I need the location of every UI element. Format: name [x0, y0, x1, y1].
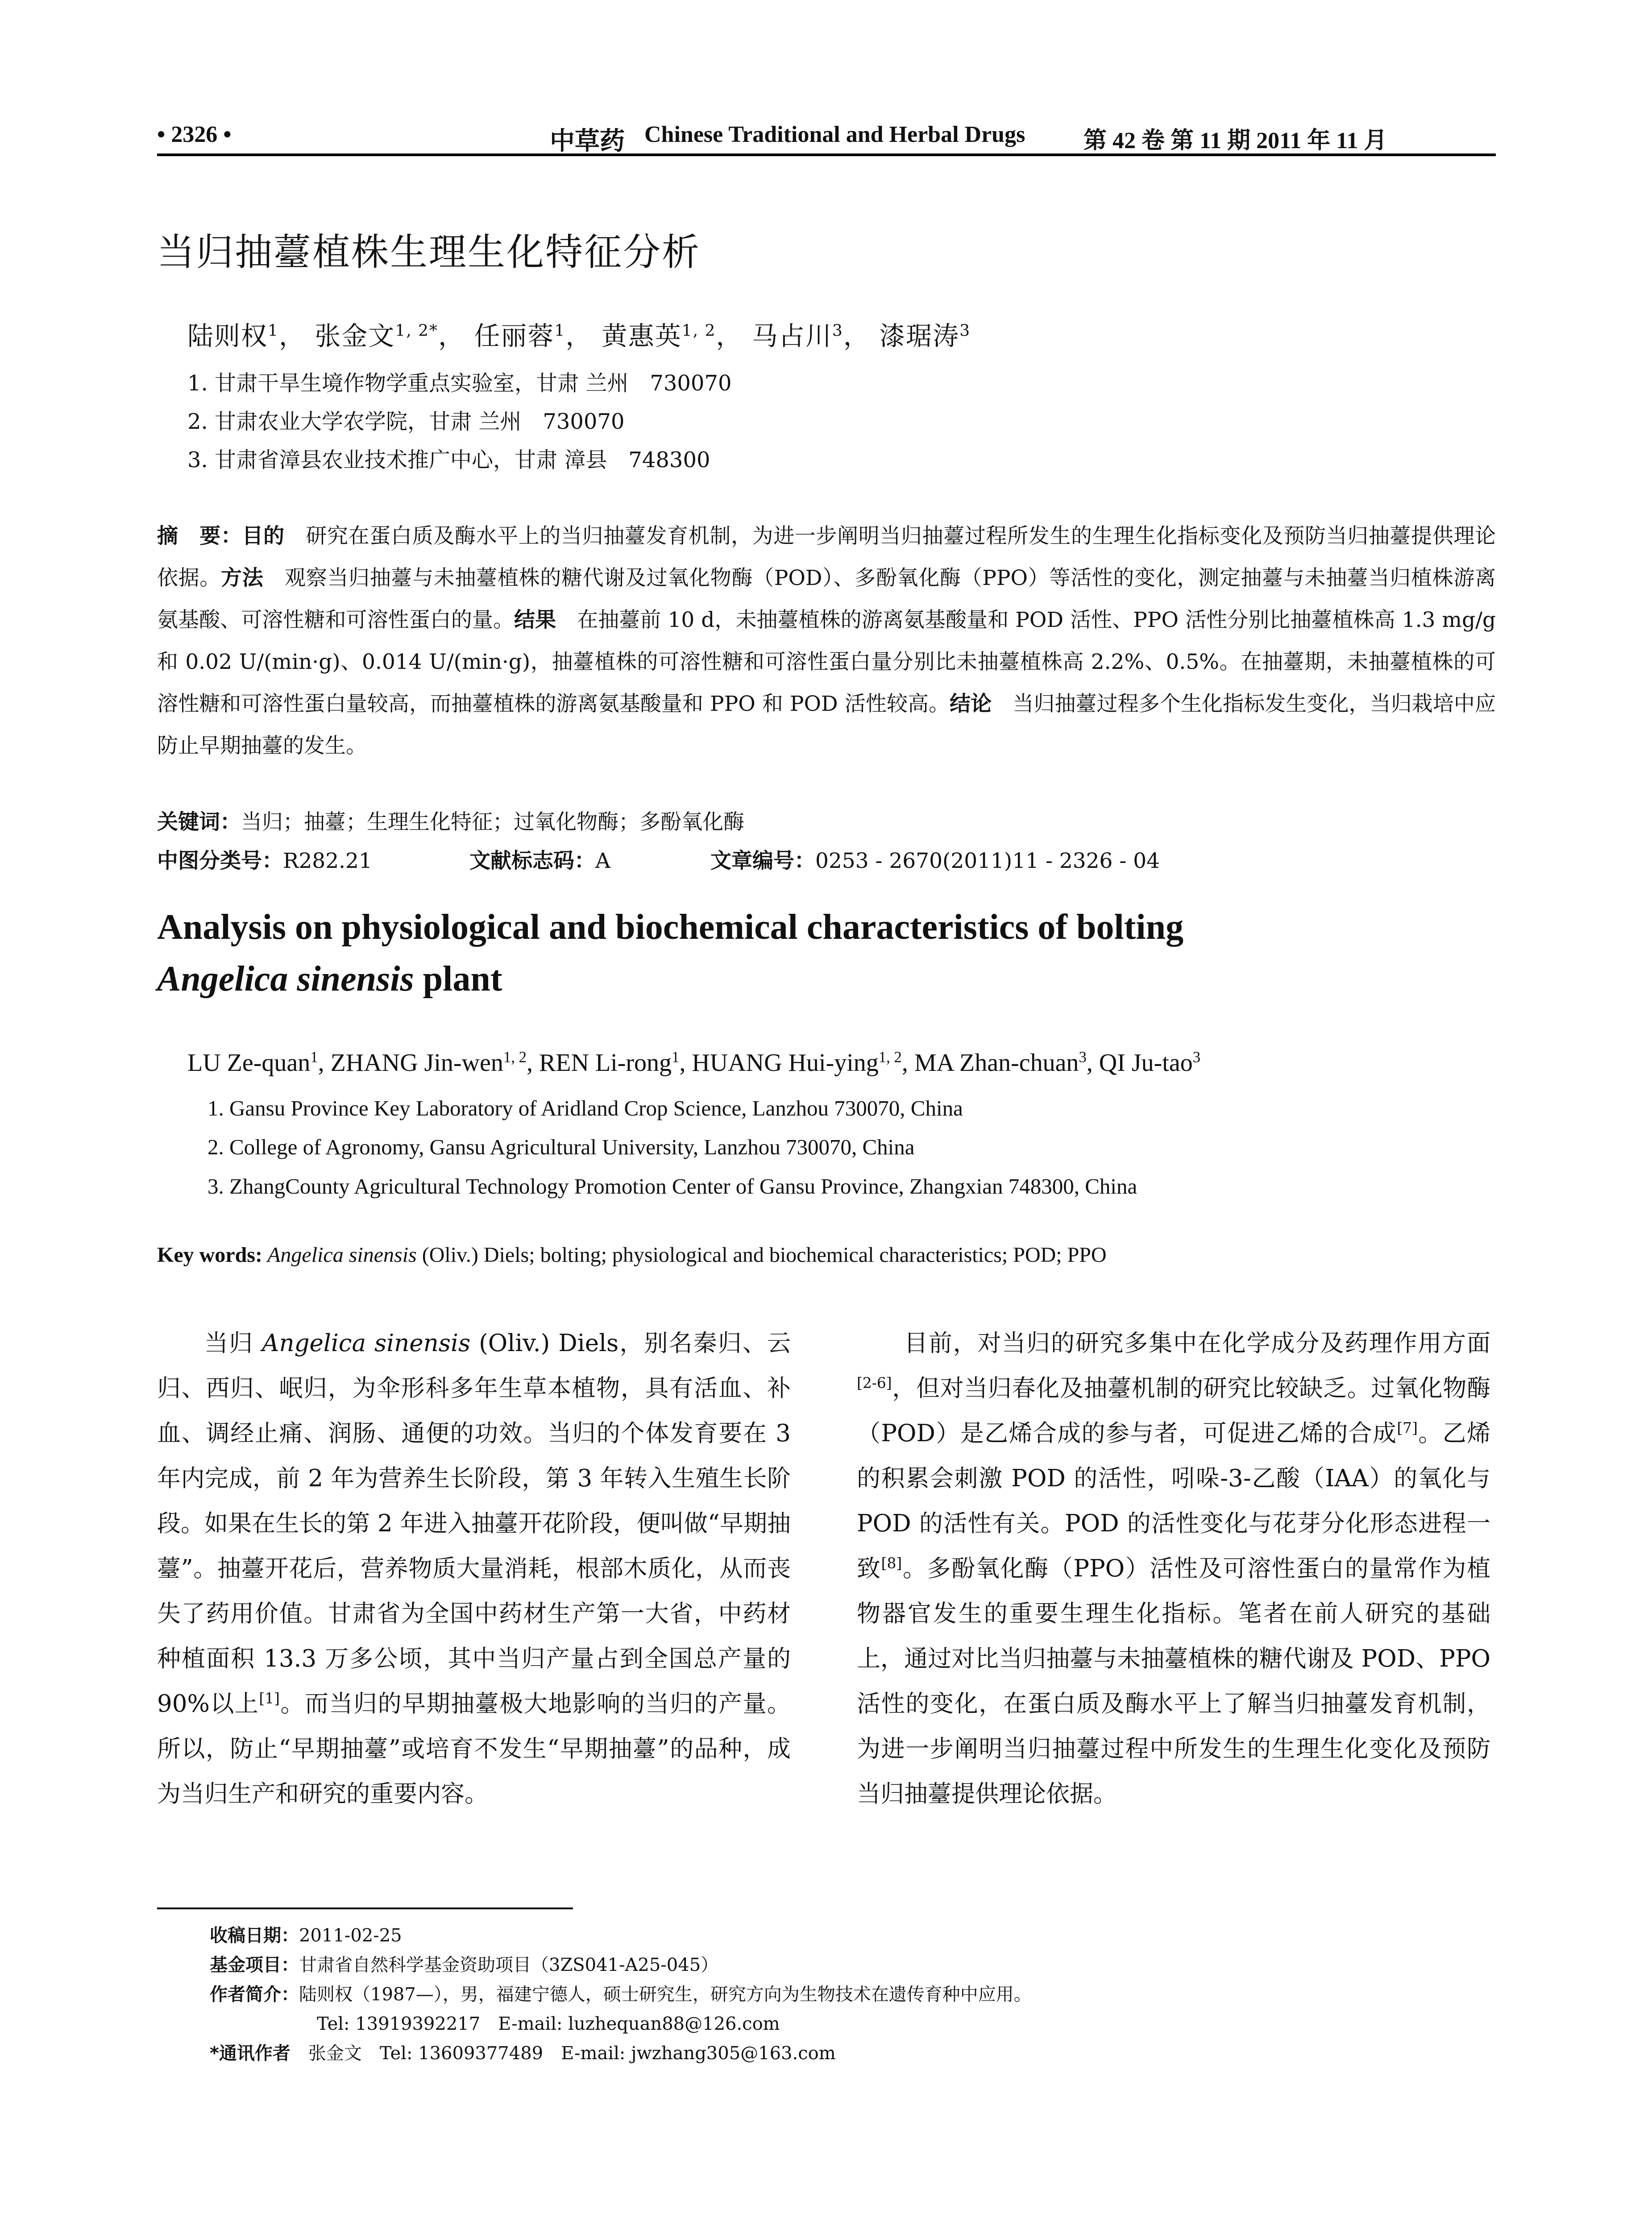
author-cn: 漆琚涛$^3$: [879, 321, 971, 351]
method-text: 观察当归抽薹与未抽薹植株的糖代谢及过氧化物酶（POD）、多酚氧化酶（PPO）等活性的变化，测定抽薹与未抽薹当归植株游离氨基酸、可溶性糖和可溶性蛋白的量。: [157, 566, 1496, 632]
keywords-cn-label: 关键词：: [157, 810, 241, 834]
authors-en: [187, 1049, 1200, 1077]
author-contact: Tel: 13919392217 E-mail: luzhequan88@126.com: [317, 2014, 780, 2034]
author-en: LU Ze-quan$^1$,: [187, 1048, 331, 1077]
body-column-right: [857, 1321, 1490, 1816]
affiliation-cn-3: 3. 甘肃省漳县农业技术推广中心，甘肃 漳县 748300: [187, 448, 710, 473]
body-paragraph: 目前，对当归的研究多集中在化学成分及药理作用方面[2-6]，但对当归春化及抽薹机制的研究比较缺乏。过氧化物酶（POD）是乙烯合成的参与者，可促进乙烯的合成[7]。乙烯的积累会刺激 POD 的活性，吲哚-3-乙酸（IAA）的氧化与 POD 的活性有关。POD 的活性变化与花芽分化形态进程一致[8]。多酚氧化酶（PPO）活性及可溶性蛋白的量常作为植物器官发生的重要生理生化指标。笔者在前人研究的基础上，通过对比当归抽薹与未抽薹植株的糖代谢及 POD、PPO 活性的变化，在蛋白质及酶水平上了解当归抽薹发育机制，为进一步阐明当归抽薹过程中所发生的生理生化变化及预防当归抽薹提供理论依据。: [857, 1330, 1490, 1808]
footnotes: [210, 1921, 1495, 2068]
body-paragraph: 当归 Angelica sinensis (Oliv.) Diels，别名秦归、云归、西归、岷归，为伞形科多年生草本植物，具有活血、补血、调经止痛、润肠、通便的功效。当归的个体发育要在 3 年内完成，前 2 年为营养生长阶段，第 3 年转入生殖生长阶段。如果在生长的第 2 年进入抽薹开花阶段，便叫做“早期抽薹”。抽薹开花后，营养物质大量消耗，根部木质化，从而丧失了药用价值。甘肃省为全国中药材生产第一大省，中药材种植面积 13.3 万多公顷，其中当归产量占到全国总产量的 90%以上[1]。而当归的早期抽薹极大地影响的当归的产量。所以，防止“早期抽薹”或培育不发生“早期抽薹”的品种，成为当归生产和研究的重要内容。: [157, 1330, 791, 1808]
journal-name-cn: 中草药: [550, 128, 625, 155]
affiliation-en-3: 3. ZhangCounty Agricultural Technology Promotion Center of Gansu Province, Zhangxian 748300, China: [208, 1174, 1137, 1198]
citation: [8]: [881, 1554, 902, 1572]
abstract-label: 摘 要：: [157, 524, 242, 548]
author-en: ZHANG Jin-wen$^{1, 2}$,: [330, 1048, 539, 1077]
citation: [2-6]: [857, 1374, 892, 1392]
affiliation-en-2: 2. College of Agronomy, Gansu Agricultural University, Lanzhou 730070, China: [208, 1135, 915, 1159]
author-en: MA Zhan-chuan$^3$,: [914, 1048, 1099, 1077]
doc-code-value: A: [595, 849, 610, 873]
author-en: REN Li-rong$^1$,: [539, 1048, 692, 1077]
title-cn: 当归抽薹植株生理生化特征分析: [157, 230, 701, 274]
result-label: 结果: [514, 608, 556, 632]
author-en: HUANG Hui-ying$^{1, 2}$,: [692, 1048, 914, 1077]
corresponding-author: *通讯作者 张金文 Tel: 13609377489 E-mail: jwzhang305@163.com: [210, 2043, 836, 2064]
author-bio: 作者简介：陆则权（1987—），男，福建宁德人，硕士研究生，研究方向为生物技术在遗传育种中应用。: [210, 1984, 1032, 2005]
keywords-en: [157, 1243, 1107, 1267]
title-en: [157, 901, 1183, 1005]
author-en: QI Ju-tao$^3$: [1099, 1048, 1201, 1077]
method-label: 方法: [221, 566, 264, 590]
keywords-en-label: Key words:: [157, 1243, 262, 1267]
received-date: 收稿日期：2011-02-25: [210, 1925, 402, 1946]
title-en-line1: Analysis on physiological and biochemical characteristics of bolting: [157, 908, 1184, 947]
result-text: 在抽薹前 10 d，未抽薹植株的游离氨基酸量和 POD 活性、PPO 活性分别比抽薹植株高 1.3 mg/g 和 0.02 U/(min·g)、0.014 U/(min·g)，抽薹植株的可溶性糖和可溶性蛋白量分别比未抽薹植株高 2.2%、0.5%。在抽薹期，未抽薹植株的可溶性糖和可溶性蛋白量较高，而抽薹植株的游离氨基酸量和 PPO 和 POD 活性较高。: [157, 608, 1496, 716]
header-rule: [157, 153, 1496, 156]
keywords-en-text: (Oliv.) Diels; bolting; physiological and biochemical characteristics; POD; PPO: [416, 1243, 1107, 1267]
objective-label: 目的: [242, 524, 285, 548]
conclusion-text: 当归抽薹过程多个生化指标发生变化，当归栽培中应防止早期抽薹的发生。: [157, 692, 1496, 758]
running-header: [157, 120, 1496, 155]
author-cn: 黄惠英$^{1, 2}$，: [601, 321, 743, 351]
journal-name-en: Chinese Traditional and Herbal Drugs: [644, 122, 1025, 147]
title-en-line2: Angelica sinensis plant: [157, 959, 502, 999]
authors-cn: [187, 315, 971, 352]
clc-value: R282.21: [283, 849, 372, 873]
doc-code-label: 文献标志码：: [469, 849, 595, 873]
footnote-rule: [157, 1908, 573, 1909]
conclusion-label: 结论: [950, 692, 992, 716]
article-number-label: 文章编号：: [710, 849, 815, 873]
volume-info: 第 42 卷 第 11 期 2011 年 11 月: [1083, 128, 1387, 153]
affiliation-cn-1: 1. 甘肃干旱生境作物学重点实验室，甘肃 兰州 730070: [187, 371, 732, 396]
author-cn: 任丽蓉$^1$，: [474, 321, 593, 351]
author-cn: 马占川$^3$，: [751, 321, 870, 351]
objective-text: 研究在蛋白质及酶水平上的当归抽薹发育机制，为进一步阐明当归抽薹过程所发生的生理生化指标变化及预防当归抽薹提供理论依据。: [157, 524, 1496, 590]
article-number-value: 0253 - 2670(2011)11 - 2326 - 04: [815, 849, 1160, 873]
author-cn: 张金文$^{1, 2*}$，: [315, 321, 465, 351]
affiliation-en-1: 1. Gansu Province Key Laboratory of Aridland Crop Science, Lanzhou 730070, China: [208, 1096, 963, 1120]
keywords-en-species: Angelica sinensis: [262, 1243, 417, 1267]
body-column-left: [157, 1321, 791, 1816]
keywords-cn-text: 当归；抽薹；生理生化特征；过氧化物酶；多酚氧化酶: [241, 810, 744, 834]
fund-project: 基金项目：甘肃省自然科学基金资助项目（3ZS041-A25-045）: [210, 1955, 719, 1975]
keywords-cn: [157, 805, 744, 835]
affiliation-cn-2: 2. 甘肃农业大学农学院，甘肃 兰州 730070: [187, 409, 625, 434]
abstract-cn: [157, 515, 1496, 767]
page-number: • 2326 •: [157, 122, 232, 147]
author-cn: 陆则权$^1$，: [187, 321, 306, 351]
clc-label: 中图分类号：: [157, 849, 283, 873]
citation: [7]: [1397, 1419, 1418, 1437]
citation: [1]: [259, 1689, 280, 1707]
